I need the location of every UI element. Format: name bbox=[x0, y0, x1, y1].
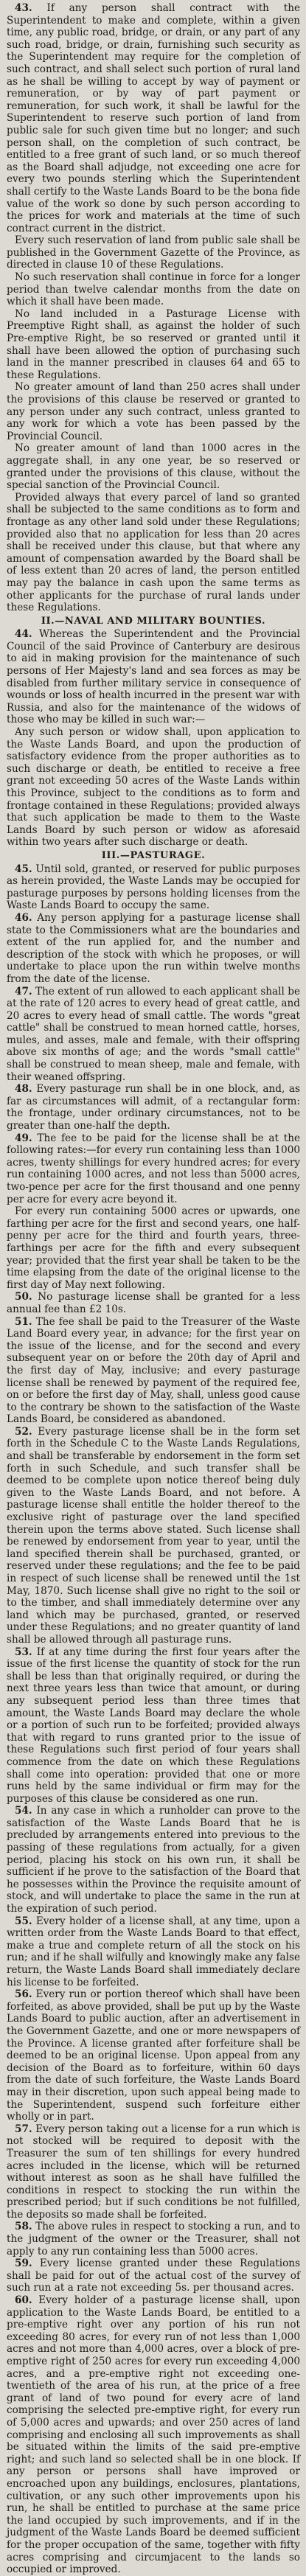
clause-paragraph bbox=[7, 1805, 300, 1915]
clause-paragraph bbox=[7, 2, 300, 234]
clause-number: 60. bbox=[15, 2294, 32, 2307]
clause-number: 53. bbox=[15, 1646, 32, 1658]
clause-text: Any such person or widow shall, upon application to the Waste Lands Board, and upon the production of satisfactory evidence from the proper authorities as to such discharge or death, be entitled to receive a free grant not exceeding 50 acres of the Waste Lands within this Province, subject to the conditions as to form and frontage contained in these Regulations; provided always that such application be made to them to the Waste Lands Board by such person or widow as aforesaid within two years after such discharge or death. bbox=[7, 726, 300, 849]
clause-paragraph bbox=[7, 1646, 300, 1806]
clause-paragraph bbox=[7, 381, 300, 442]
clause-paragraph bbox=[7, 2294, 300, 2576]
clause-number: 56. bbox=[15, 1988, 32, 2001]
clause-text: The extent of run allowed to each applicant shall be at the rate of 120 acres to every head of great cattle, and 20 acres to every head of small cattle. The words "great cattle" shall be construed to mean horned cattle, horses, mules, and asses, male and female, with their offspring above six months of age; and the words "small cattle" shall be construed to mean sheep, male and female, with their weaned offspring. bbox=[7, 985, 300, 1083]
clause-text: If at any time during the first four years after the issue of the first license the quantity of stock for the run shall be less than that originally required, or during the next three years less than twice that amount, or during any subsequent period less than three times that amount, the Waste Lands Board may declare the whole or a portion of such run to be forfeited; provided always that with regard to runs granted prior to the issue of these Regulations such first period of four years shall commence from the date on which these Regulations shall come into operation: provided that one or more runs held by the same individual or firm may for the purposes of this clause be considered as one run. bbox=[7, 1646, 300, 1805]
clause-paragraph bbox=[7, 234, 300, 271]
clause-number: 46. bbox=[15, 911, 32, 924]
clause-number: 57. bbox=[15, 2123, 32, 2135]
clause-number: 54. bbox=[15, 1805, 32, 1817]
clause-text: If any person shall contract with the Superintendent to make and complete, within a given time, any public road, bridge, or drain, or any part of any such road, bridge, or drain, furnishing such security as the Superintendent may require for the completion of such contract, and shall select such portion of rural land as he shall be willing to accept by way of payment or remuneration, or by way of part payment or remuneration, for such work, it shall be lawful for the Superintendent to reserve such portion of land from public sale for such given time but no longer; and such person shall, on the completion of such contract, be entitled to a free grant of such land, or so much thereof as the Board shall adjudge, not exceeding one acre for every two pounds sterling which the Superintendent shall certify to the Waste Lands Board to be the bona fide value of the work so done by such person according to the prices for work and materials at the time of such contract current in the district. bbox=[7, 2, 300, 234]
clause-paragraph bbox=[7, 1083, 300, 1132]
clause-text: No such reservation shall continue in force for a longer period than twelve calendar months from the date on which it shall have been made. bbox=[7, 271, 300, 308]
clause-number: 58. bbox=[15, 2221, 32, 2233]
clause-number: 55. bbox=[15, 1915, 32, 1927]
clause-text: Provided always that every parcel of land so granted shall be subjected to the same conditions as to form and frontage as any other land sold under these Regulations; provided also that no application for less than 20 acres shall be received under this clause, but that where any amount of compensation awarded by the Board shall be of less extent than 20 acres of land, the person entitled may pay the balance in cash upon the same terms as other applicants for the purchase of rural lands under these Regulations. bbox=[7, 491, 300, 614]
clause-text: Every pasturage license shall be in the form set forth in the Schedule C to the Waste Lands Regulations, and shall be transferable by endorsement in the form set forth in such Schedule, and such transfer shall be deemed to be complete upon notice thereof being duly given to the Waste Lands Board, and not before. A pasturage license shall entitle the holder thereof to the exclusive right of pasturage over the land specified therein upon the terms above stated. Such license shall be renewed by endorsement from year to year, until the land specified therein shall be purchased, granted, or reserved under these regulations; and the fee to be paid in respect of such license shall be renewed until the 1st May, 1870. Such license shall give no right to the soil or to the timber, and shall immediately determine over any land which may be purchased, granted, or reserved under these Regulations; and no greater quantity of land shall be allowed through all pasturage runs. bbox=[7, 1425, 300, 1646]
clause-text: Every holder of a license shall, at any time, upon a written order from the Waste Lands Board to that effect, make a true and complete return of all the stock on his run; and if he shall wilfully and knowingly make any false return, the Waste Lands Board shall immediately declare his license to be forfeited. bbox=[7, 1915, 300, 1988]
clause-number: 44. bbox=[15, 628, 32, 641]
clause-number: 51. bbox=[15, 1315, 32, 1328]
clause-text: Any person applying for a pasturage license shall state to the Commissioners what are the boundaries and extent of the run applied for, and the number and description of the stock with which he proposes, or will undertake to place upon the run within twelve months from the date of the license. bbox=[7, 911, 301, 985]
clause-text: The fee to be paid for the license shall be at the following rates:—for every run containing less than 1000 acres, twenty shillings for every hundred acres; for every run containing 1000 acres, and not less than 5000 acres, two-pence per acre for the first thousand and one penny per acre for every acre beyond it. bbox=[7, 1132, 300, 1205]
clause-number: 43. bbox=[15, 2, 32, 14]
clause-paragraph bbox=[7, 986, 300, 1084]
section-land-for-works bbox=[7, 2, 300, 614]
clause-text: Until sold, granted, or reserved for public purposes as herein provided, the Waste Lands may be occupied for pasturage purposes by persons holding licenses from the Waste Lands Board to occupy the same. bbox=[7, 863, 300, 912]
clause-number: 50. bbox=[15, 1291, 32, 1303]
clause-text: No greater amount of land than 1000 acres in the aggregate shall, in any one year, be so reserved or granted under the provisions of this clause, without the special sanction of the Provincial Council. bbox=[7, 442, 300, 492]
clause-text: No greater amount of land than 250 acres shall under the provisions of this clause be reserved or granted to any person under any such contract, unless granted to any work for which a vote has been passed by the Provincial Council. bbox=[7, 381, 300, 442]
clause-text: Every license granted under these Regulations shall be paid for out of the actual cost of the survey of such run at a rate not exceeding 5s. per thousand acres. bbox=[7, 2258, 301, 2294]
clause-text: Every holder of a pasturage license shall, upon application to the Waste Lands Board, be entitled to a pre-emptive right over any portion of his run not exceeding 80 acres, for every run of not less than 1,000 acres and not more than 4,000 acres, over a block of pre-emptive right of 250 acres for every run exceeding 4,000 acres, and a pre-emptive right not exceeding one-twentieth of the area of his run, at the price of a free grant of land of two pound for every acre of land comprising the selected pre-emptive right, for every run of 5,000 acres and upwards; and over 250 acres of land comprising and enclosing all such improvements as shall be situated within the limits of the said pre-emptive right; and such land so selected shall be in one block. If any person or persons shall have improved or encroached upon any buildings, enclosures, plantations, cultivation, or any such other improvements upon his run, he shall be entitled to purchase at the same price the land occupied by such improvements, and if in the judgment of the Waste Lands Board be deemed sufficient for the proper occupation of the same, together with fifty acres comprising and circumjacent to the lands so occupied or improved. bbox=[7, 2294, 300, 2576]
heading-naval-military-bounties: II.—NAVAL AND MILITARY BOUNTIES. bbox=[41, 615, 266, 627]
clause-paragraph bbox=[7, 308, 300, 382]
clause-paragraph bbox=[7, 863, 300, 912]
clause-text: For every run containing 5000 acres or upwards, one farthing per acre for the first and second years, one half-penny per acre for the third and fourth years, three-farthings per acre for the fifth and every subsequent year; provided that the first year shall be taken to be the time elapsing from the date of the original license to the first day of May next following. bbox=[7, 1205, 300, 1291]
clause-paragraph bbox=[7, 1426, 300, 1646]
clause-paragraph bbox=[7, 1132, 300, 1206]
clause-number: 45. bbox=[15, 863, 32, 875]
clause-number: 49. bbox=[15, 1132, 32, 1144]
clause-paragraph bbox=[7, 726, 300, 849]
clause-paragraph bbox=[7, 2258, 300, 2294]
clause-text: Every such reservation of land from public sale shall be published in the Government Gazette of the Province, as directed in clause 10 of these Regulations. bbox=[7, 234, 300, 271]
section-naval-military-bounties bbox=[7, 628, 300, 849]
clause-paragraph bbox=[7, 1915, 300, 1989]
clause-text: No land included in a Pasturage License with Preemptive Right shall, as against the holder of such Pre-emptive Right, be so reserved or granted until it shall have been allowed the option of purchasing such land in the manner prescribed in clauses 64 and 65 to these Regulations. bbox=[7, 307, 300, 381]
clause-text: Whereas the Superintendent and the Provincial Council of the said Province of Canterbury are desirous to aid in making provision for the maintenance of such persons of Her Majesty's land and sea forces as may be disabled from further military service in consequence of wounds or loss of health incurred in the present war with Russia, and also for the maintenance of the widows of those who may be killed in such war:— bbox=[7, 628, 300, 726]
clause-text: The above rules in respect to stocking a run, and to the judgment of the owner or the Treasurer, shall not apply to any run containing less than 5000 acres. bbox=[7, 2221, 300, 2258]
clause-number: 48. bbox=[15, 1083, 32, 1096]
clause-paragraph bbox=[7, 1205, 300, 1291]
clause-number: 59. bbox=[15, 2258, 32, 2270]
clause-text: In any case in which a runholder can prove to the satisfaction of the Waste Lands Board that he is precluded by arrangements entered into previous to the passing of these regulations from actually, for a given period, placing his stock on his own run, it shall be sufficient if he prove to the satisfaction of the Board that he possesses within the Province the requisite amount of stock, and will undertake to place the same in the run at the expiration of such period. bbox=[7, 1805, 300, 1915]
clause-paragraph bbox=[7, 1291, 300, 1315]
clause-paragraph bbox=[7, 1316, 300, 1426]
clause-number: 47. bbox=[15, 985, 32, 998]
clause-number: 52. bbox=[15, 1425, 32, 1438]
clause-paragraph bbox=[7, 2221, 300, 2258]
clause-paragraph bbox=[7, 2123, 300, 2221]
clause-paragraph bbox=[7, 271, 300, 308]
clause-text: Every person taking out a license for a run which is not stocked will be required to deposit with the Treasurer the sum of ten shillings for every hundred acres included in the license, which will be returned without interest as soon as he shall have fulfilled the conditions in respect to stocking the run within the prescribed period; but if such conditions be not fulfilled, the deposits so made shall be forfeited. bbox=[7, 2123, 301, 2221]
clause-text: The fee shall be paid to the Treasurer of the Waste Land Board every year, in advance; for the first year on the issue of the license, and for the second and every subsequent year on or before the 20th day of April and the first day of May, inclusive; and every pasturage license shall be renewed by payment of the required fee, on or before the first day of May, shall, unless good cause to the contrary be shown to the satisfaction of the Waste Lands Board, be considered as abandoned. bbox=[7, 1315, 300, 1426]
heading-pasturage: III.—PASTURAGE. bbox=[101, 849, 206, 861]
clause-text: Every run or portion thereof which shall have been forfeited, as above provided, shall be put up by the Waste Lands Board to public auction, after an advertisement in the Government Gazette, and one or more newspapers of the Province. A license granted after forfeiture shall be deemed to be an original license. Upon appeal from any decision of the Board as to forfeiture, within 60 days from the date of such forfeiture, the Waste Lands Board may in their discretion, upon such appeal being made to the Superintendent, suspend such forfeiture either wholly or in part. bbox=[7, 1988, 300, 2123]
clause-paragraph bbox=[7, 628, 300, 726]
clause-text: Every pasturage run shall be in one block, and, as far as circumstances will admit, of a rectangular form: the frontage, under ordinary circumstances, not to be greater than one-half the depth. bbox=[7, 1083, 300, 1132]
clause-paragraph bbox=[7, 1988, 300, 2123]
clause-paragraph bbox=[7, 492, 300, 614]
clause-text: No pasturage license shall be granted for a less annual fee than £2 10s. bbox=[7, 1291, 300, 1315]
section-pasturage bbox=[7, 863, 300, 2576]
clause-paragraph bbox=[7, 912, 300, 986]
clause-paragraph bbox=[7, 442, 300, 491]
